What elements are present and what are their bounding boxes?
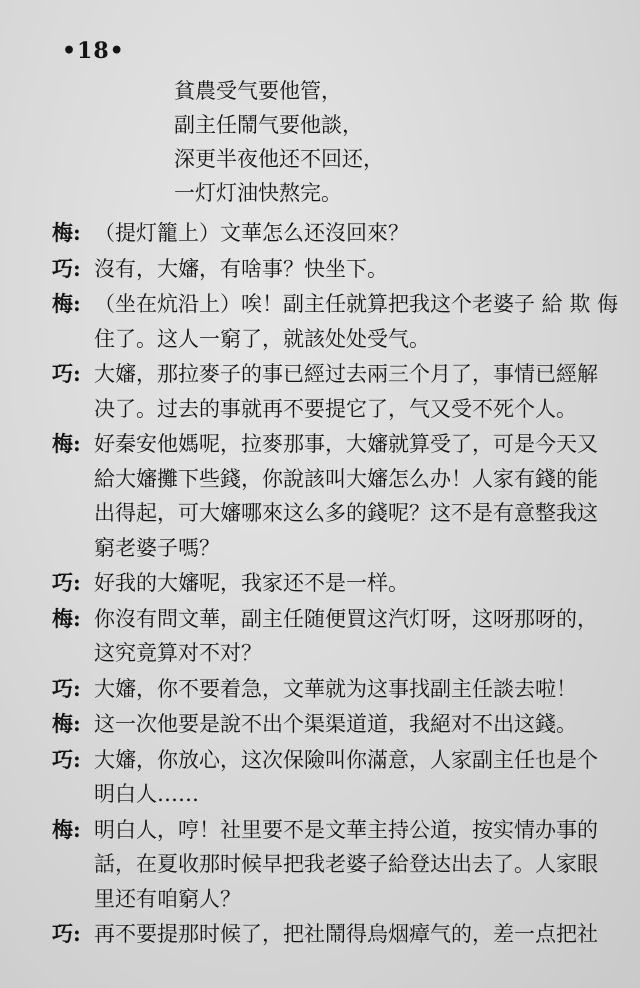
speaker-label: 梅: bbox=[52, 220, 81, 245]
speech-line: （坐在炕沿上）唉！副主任就算把我这个老婆子 給 欺 侮 bbox=[94, 292, 619, 316]
speech-line: 沒有，大嬸，有啥事？快坐下。 bbox=[94, 256, 388, 281]
speech-line: 明白人…… bbox=[94, 782, 199, 806]
speech-line: 大嬸，你不要着急，文華就为这事找副主任談去啦！ bbox=[94, 676, 577, 701]
speech-line: 大嬸，那拉麥子的事已經过去兩三个月了，事情已經解 bbox=[94, 362, 598, 386]
speaker-label: 巧: bbox=[52, 746, 81, 772]
speaker-label: 巧: bbox=[52, 570, 81, 595]
verse-line: 深更半夜他还不回还， bbox=[174, 147, 384, 171]
speech-line: 話，在夏收那时候早把我老婆子給登达出去了。人家眼 bbox=[94, 852, 598, 876]
speaker-label: 梅: bbox=[52, 431, 81, 456]
verse-line: 副主任鬧气要他談， bbox=[174, 113, 363, 137]
dialogue-entry bbox=[52, 566, 612, 601]
speech-line: 决了。过去的事就再不要提它了，气又受不死个人。 bbox=[94, 396, 577, 421]
speech-line: 这一次他要是說不出个渠渠道道，我絕对不出这錢。 bbox=[94, 712, 577, 736]
speaker-label: 梅: bbox=[52, 711, 81, 736]
speaker-label: 巧: bbox=[52, 921, 81, 946]
speaker-label: 巧: bbox=[52, 675, 81, 701]
dialogue-entry bbox=[52, 917, 612, 952]
verse-line: 一灯灯油快熬完。 bbox=[174, 181, 342, 205]
speech-line: 你沒有問文華，副主任随便買这汽灯呀，这呀那呀的， bbox=[94, 606, 598, 631]
dialogue-entry bbox=[52, 216, 612, 251]
speaker-label: 巧: bbox=[52, 255, 81, 281]
dialogue-entry bbox=[52, 672, 612, 707]
speech-line: 明白人，哼！社里要不是文華主持公道，按实情办事的 bbox=[94, 817, 598, 842]
dialogue-block bbox=[52, 216, 619, 953]
speaker-label: 巧: bbox=[52, 361, 81, 386]
speech-line: 給大嬸攤下些錢，你說該叫大嬸怎么办！人家有錢的能 bbox=[94, 466, 598, 491]
dialogue-entry bbox=[52, 357, 612, 426]
dialogue-entry bbox=[52, 743, 612, 812]
verse-line: 貧農受气要他管， bbox=[174, 79, 342, 103]
speaker-label: 梅: bbox=[52, 816, 81, 842]
speech-line: 好我的大嬸呢，我家还不是一样。 bbox=[94, 571, 409, 595]
dialogue-entry bbox=[52, 602, 612, 671]
speaker-label: 梅: bbox=[52, 605, 81, 631]
speech-line: 里还有咱窮人？ bbox=[94, 886, 241, 911]
speech-line: 好秦安他媽呢，拉麥那事，大嬸就算受了，可是今天又 bbox=[94, 432, 598, 456]
speech-line: 出得起，可大嬸哪來这么多的錢呢？这不是有意整我这 bbox=[94, 501, 598, 525]
speaker-label: 梅: bbox=[52, 291, 81, 316]
speech-line: 窮老婆子嗎？ bbox=[94, 535, 220, 560]
page-number: •18• bbox=[62, 38, 125, 64]
speech-line: 这究竟算对不对？ bbox=[94, 641, 262, 665]
dialogue-entry bbox=[52, 252, 612, 287]
dialogue-entry bbox=[52, 427, 612, 565]
dialogue-entry bbox=[52, 287, 619, 356]
speech-line: 大嬸，你放心，这次保險叫你滿意，人家副主任也是个 bbox=[94, 747, 598, 772]
dialogue-entry bbox=[52, 813, 612, 917]
dialogue-entry bbox=[52, 707, 612, 742]
verse-block bbox=[174, 74, 384, 210]
speech-line: （提灯籠上）文華怎么还沒回來？ bbox=[94, 221, 409, 245]
speech-line: 住了。这人一窮了，就該处处受气。 bbox=[94, 326, 430, 351]
speech-line: 再不要提那时候了，把社鬧得烏烟瘴气的，差一点把社 bbox=[94, 922, 598, 946]
